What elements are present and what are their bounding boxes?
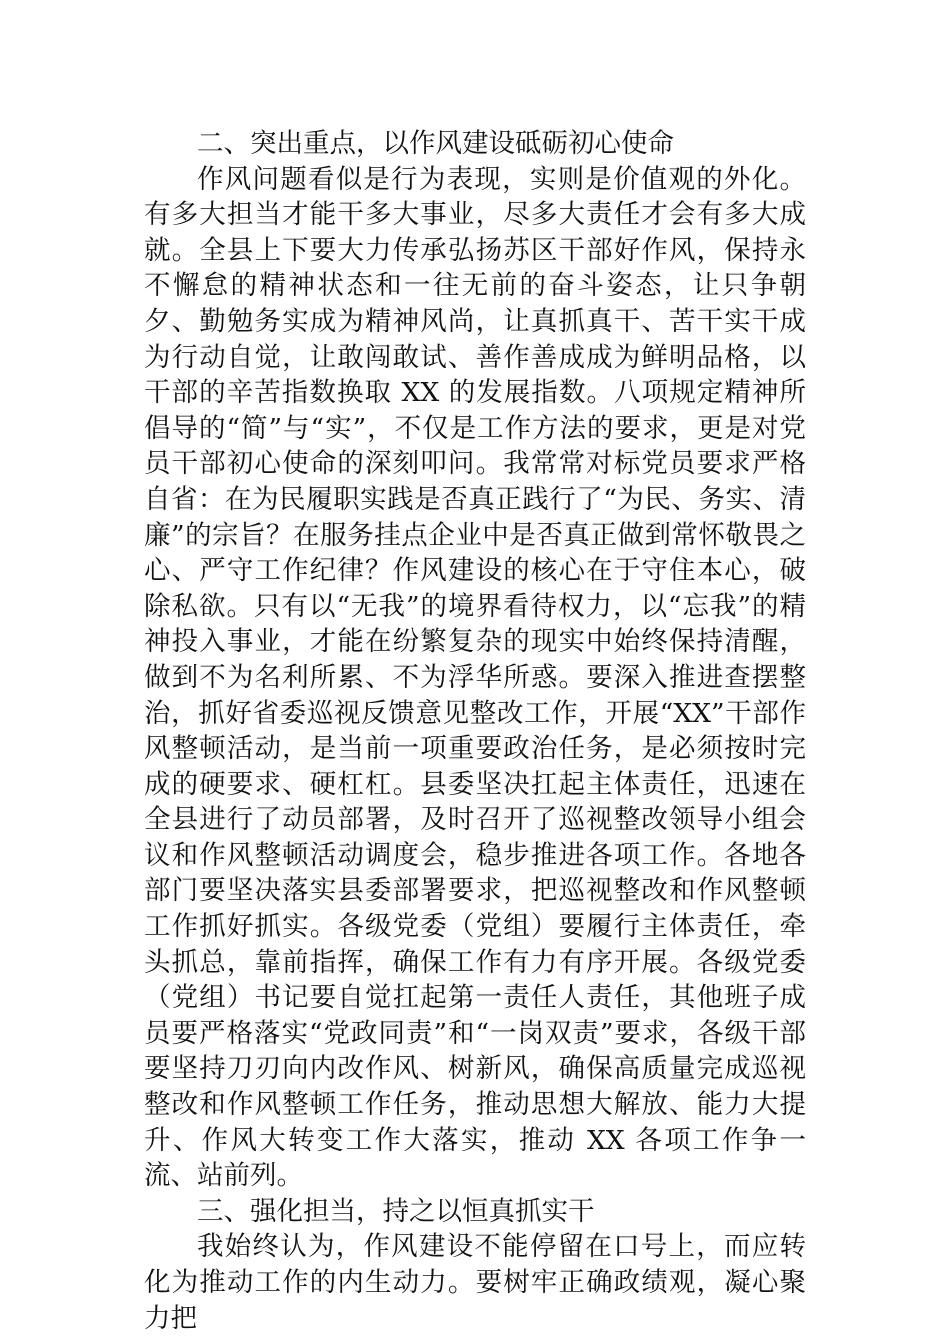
document-body: [144, 126, 806, 1336]
section-paragraph-2: 作风问题看似是行为表现，实则是价值观的外化。有多大担当才能干多大事业，尽多大责任才会有多大成就。全县上下要大力传承弘扬苏区干部好作风，保持永不懈怠的精神状态和一往无前的奋斗姿态，让只争朝夕、勤勉务实成为精神风尚，让真抓真干、苦干实干成为行动自觉，让敢闯敢试、善作善成成为鲜明品格，以干部的辛苦指数换取 XX 的发展指数。八项规定精神所倡导的“简”与“实”，不仅是工作方法的要求，更是对党员干部初心使命的深刻叩问。我常常对标党员要求严格自省：在为民履职实践是否真正践行了“为民、务实、清廉”的宗旨？在服务挂点企业中是否真正做到常怀敬畏之心、严守工作纪律？作风建设的核心在于守住本心，破除私欲。只有以“无我”的境界看待权力，以“忘我”的精神投入事业，才能在纷繁复杂的现实中始终保持清醒，做到不为名利所累、不为浮华所惑。要深入推进查摆整治，抓好省委巡视反馈意见整改工作，开展“XX”干部作风整顿活动，是当前一项重要政治任务，是必须按时完成的硬要求、硬杠杠。县委坚决扛起主体责任，迅速在全县进行了动员部署，及时召开了巡视整改领导小组会议和作风整顿活动调度会，稳步推进各项工作。各地各部门要坚决落实县委部署要求，把巡视整改和作风整顿工作抓好抓实。各级党委（党组）要履行主体责任，牵头抓总，靠前指挥，确保工作有力有序开展。各级党委（党组）书记要自觉扛起第一责任人责任，其他班子成员要严格落实“党政同责”和“一岗双责”要求，各级干部要坚持刀刃向内改作风、树新风，确保高质量完成巡视整改和作风整顿工作任务，推动思想大解放、能力大提升、作风大转变工作大落实，推动 XX 各项工作争一流、站前列。: [144, 163, 806, 1192]
section-heading-3: 三、强化担当，持之以恒真抓实干: [197, 1195, 595, 1227]
section-paragraph-3: 我始终认为，作风建设不能停留在口号上，而应转化为推动工作的内生动力。要树牢正确政绩观，凝心聚力把: [144, 1231, 806, 1334]
section-heading-2: 二、突出重点，以作风建设砥砺初心使命: [197, 128, 674, 159]
